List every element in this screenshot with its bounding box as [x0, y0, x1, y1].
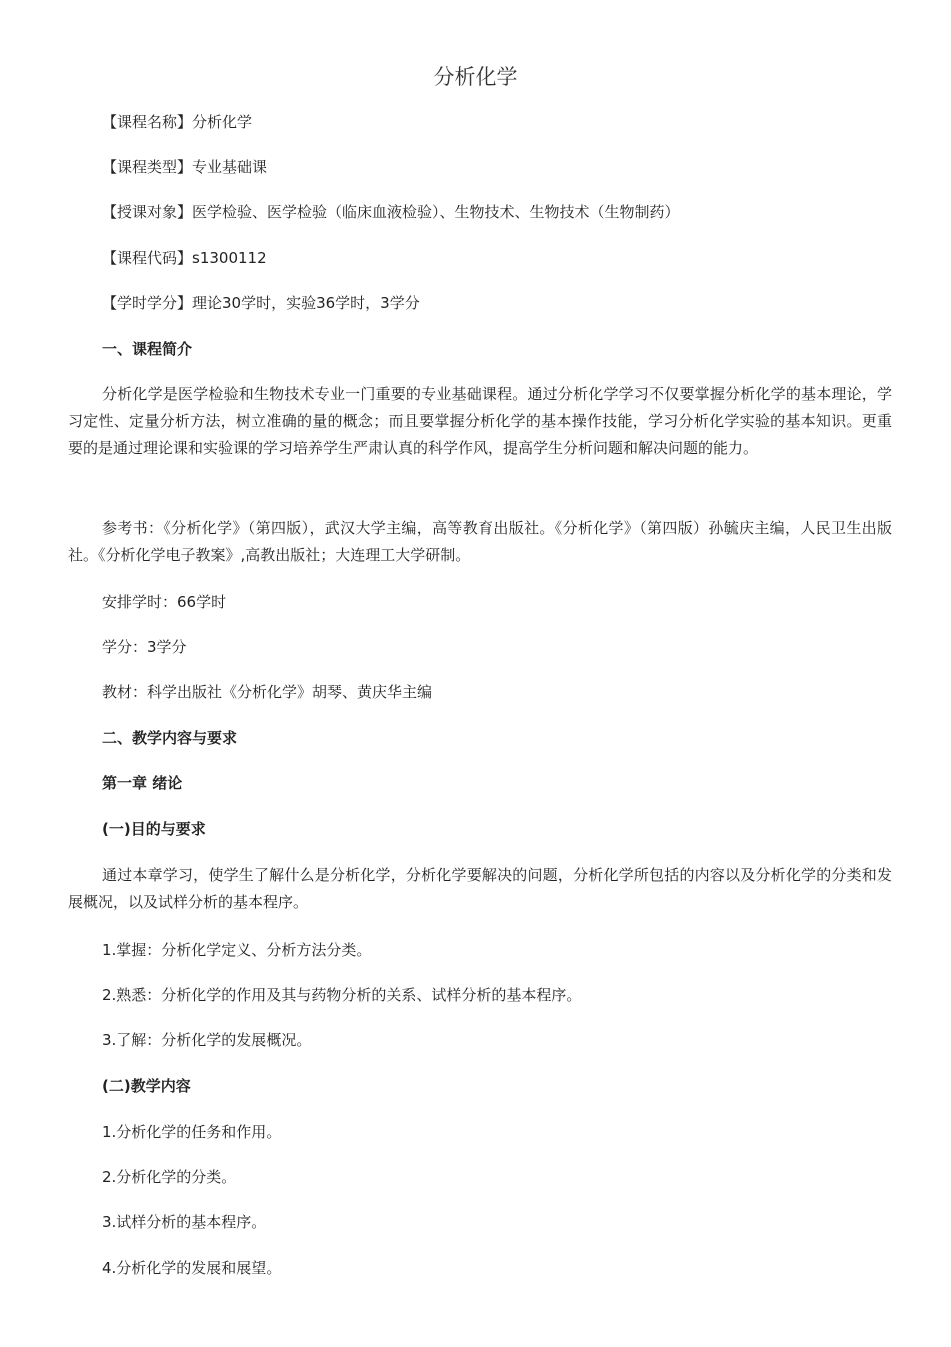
course-type: 【课程类型】专业基础课: [102, 158, 268, 176]
course-name: 【课程名称】分析化学: [102, 113, 253, 131]
content-item-4: 4.分析化学的发展和展望。: [102, 1259, 282, 1277]
intro-paragraph: 分析化学是医学检验和生物技术专业一门重要的专业基础课程。通过分析化学学习不仅要掌握分析化学的基本理论，学习定性、定量分析方法，树立准确的量的概念；而且要掌握分析化学的基本操作技能，学习分析化学实验的基本知识。更重要的是通过理论课和实验课的学习培养学生严肃认真的科学作风，提高学生分析问题和解决问题的能力。: [68, 385, 892, 457]
goals-paragraph: 通过本章学习，使学生了解什么是分析化学，分析化学要解决的问题，分析化学所包括的内容以及分析化学的分类和发展概况，以及试样分析的基本程序。: [68, 866, 892, 911]
goals-item-1: 1.掌握：分析化学定义、分析方法分类。: [102, 941, 372, 959]
textbook: 教材：科学出版社《分析化学》胡琴、黄庆华主编: [102, 683, 433, 701]
course-hours-credits: 【学时学分】理论30学时，实验36学时，3学分: [102, 294, 420, 312]
section-heading-content: 二、教学内容与要求: [102, 729, 238, 747]
goals-heading: (一)目的与要求: [102, 820, 206, 838]
content-item-2: 2.分析化学的分类。: [102, 1168, 237, 1186]
section-heading-intro: 一、课程简介: [102, 340, 193, 358]
credits: 学分：3学分: [102, 638, 187, 656]
content-item-1: 1.分析化学的任务和作用。: [102, 1123, 282, 1141]
schedule-hours: 安排学时：66学时: [102, 593, 227, 611]
course-audience: 【授课对象】医学检验、医学检验（临床血液检验）、生物技术、生物技术（生物制药）: [102, 203, 680, 221]
course-code: 【课程代码】s1300112: [102, 249, 267, 267]
goals-item-2: 2.熟悉：分析化学的作用及其与药物分析的关系、试样分析的基本程序。: [102, 986, 582, 1004]
document-title: 分析化学: [433, 65, 518, 89]
references-paragraph: 参考书：《分析化学》（第四版），武汉大学主编，高等教育出版社。《分析化学》（第四版）孙毓庆主编，人民卫生出版社。《分析化学电子教案》,高教出版社；大连理工大学研制。: [68, 519, 892, 564]
content-item-3: 3.试样分析的基本程序。: [102, 1213, 267, 1231]
chapter-title: 第一章 绪论: [102, 774, 183, 792]
goals-item-3: 3.了解：分析化学的发展概况。: [102, 1031, 312, 1049]
content-heading: (二)教学内容: [102, 1077, 191, 1095]
